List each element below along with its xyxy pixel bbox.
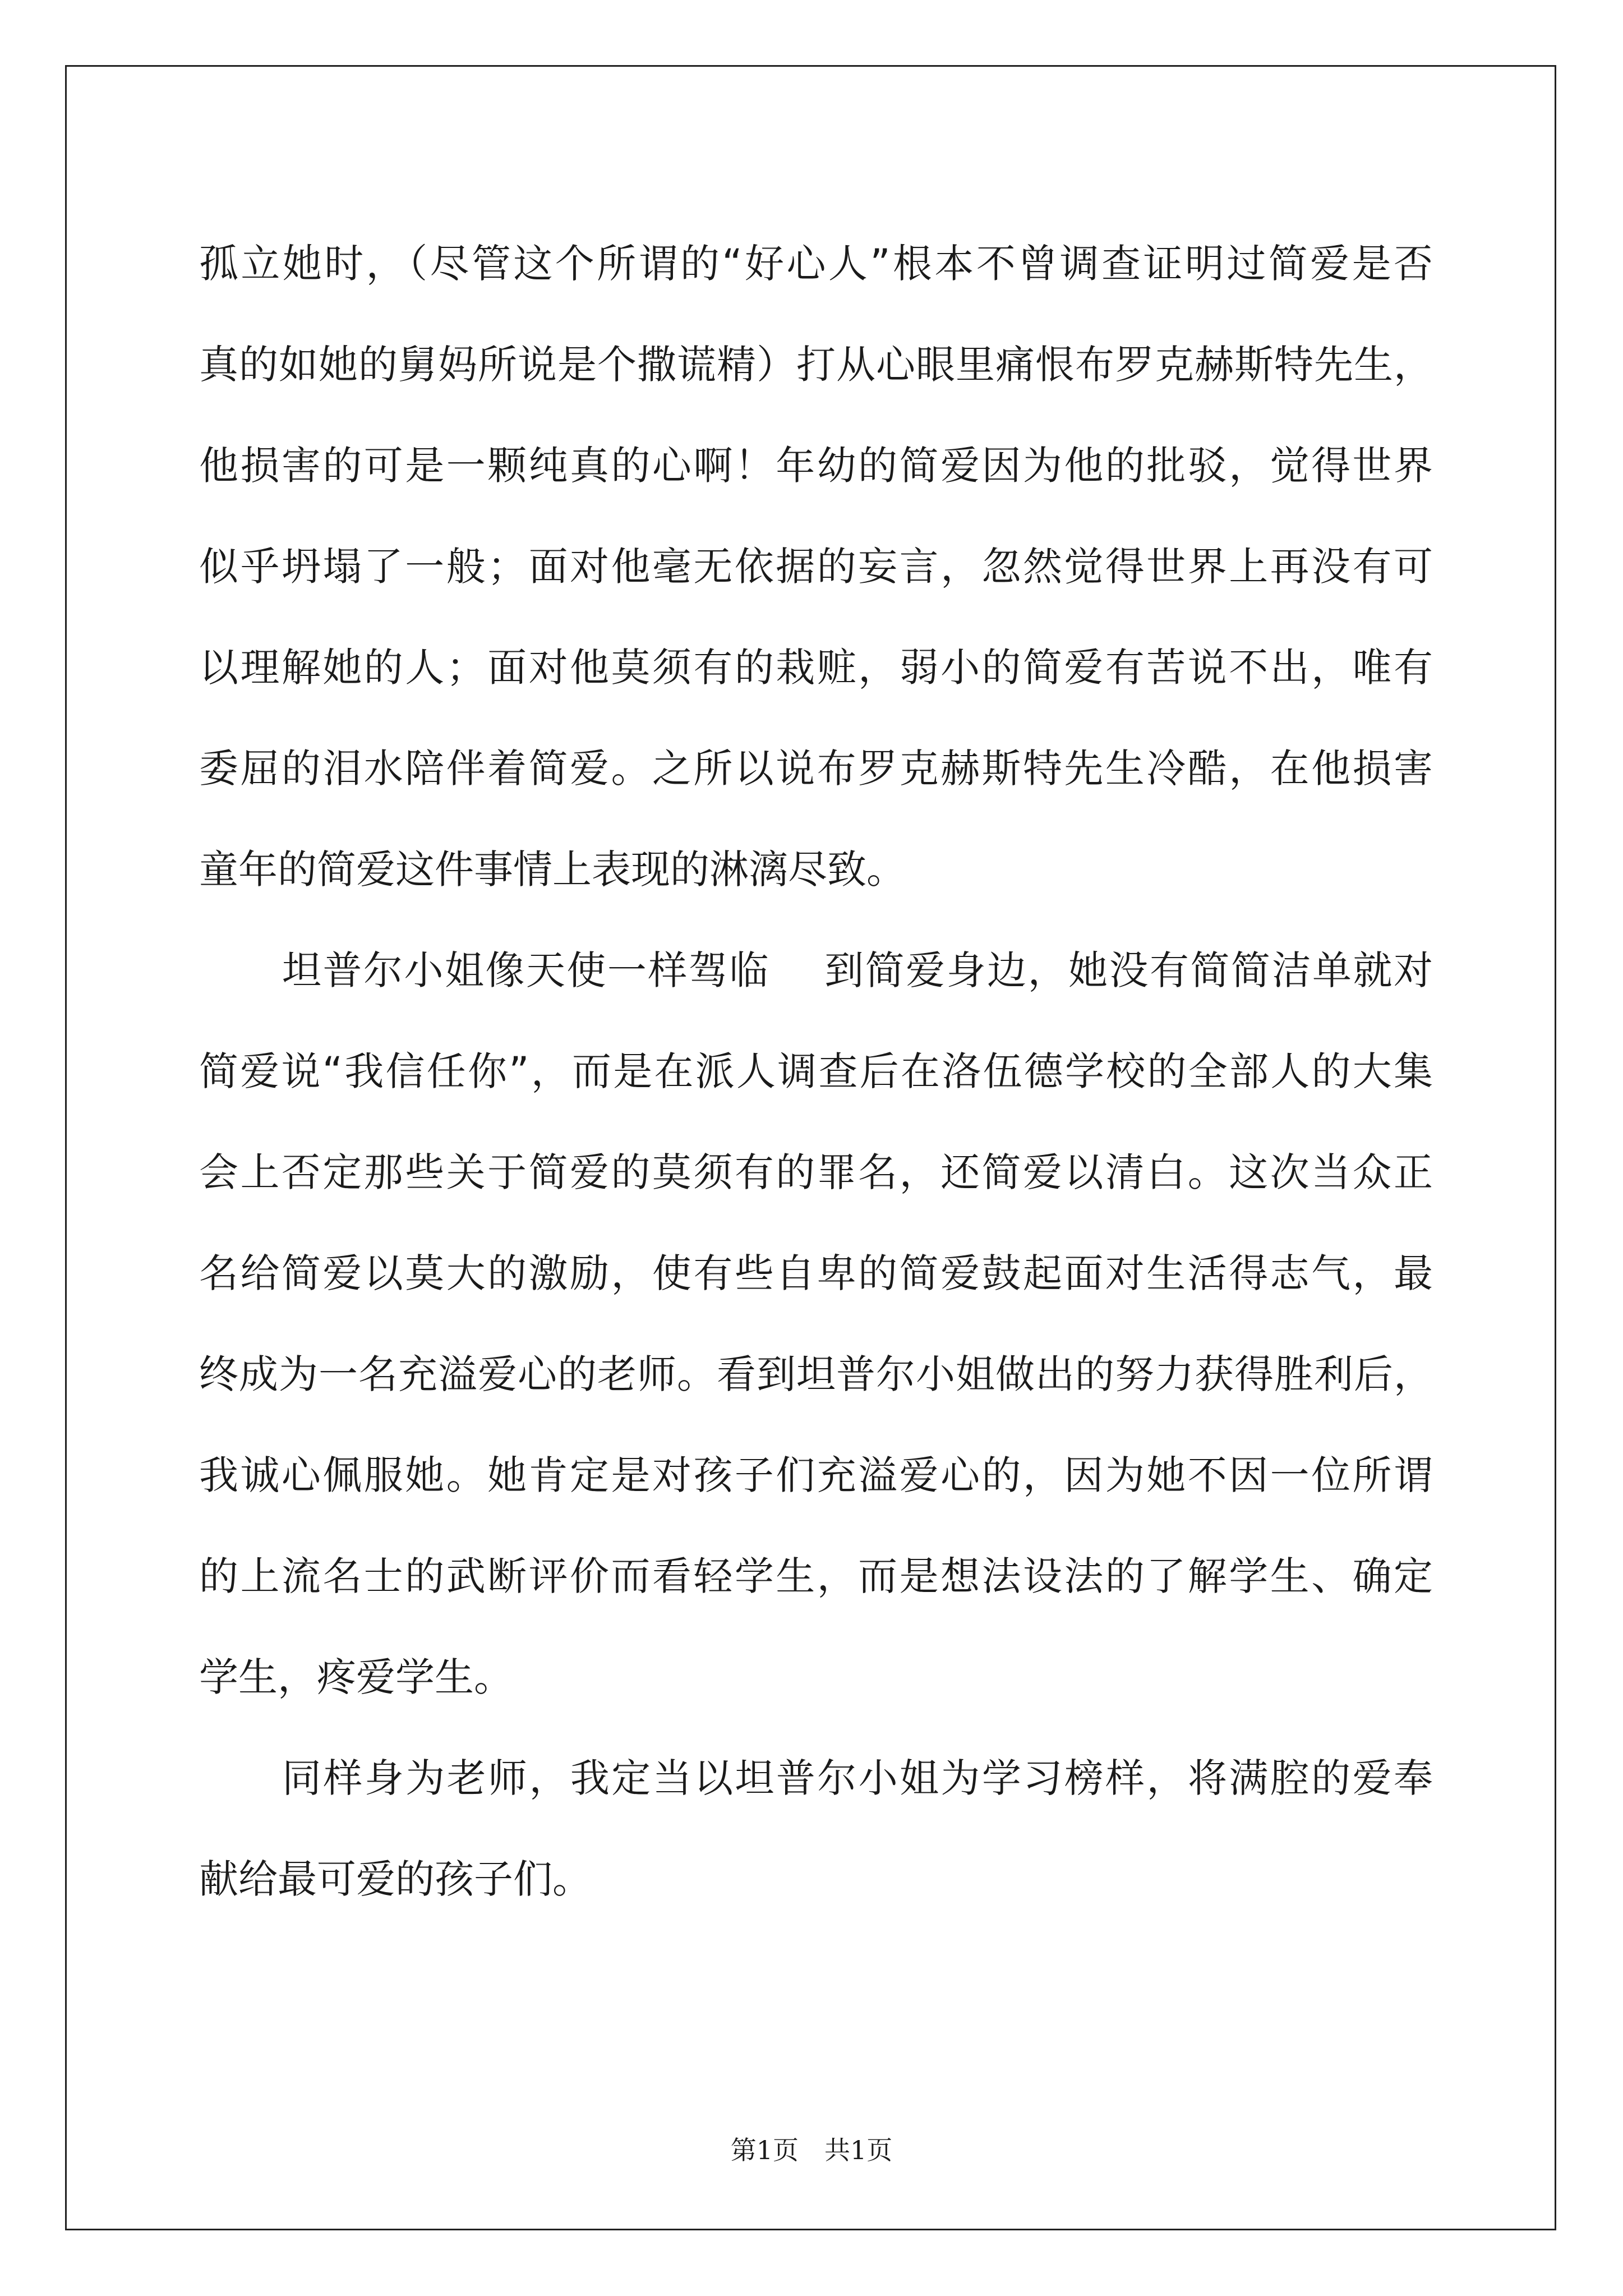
paragraph-2: [199, 920, 1433, 1728]
text-line: 坦普尔小姐像天使一样驾临 到简爱身边，她没有简简洁单就对: [282, 947, 1433, 993]
page-number-footer: 第1页 共1页: [730, 2135, 893, 2165]
text-line: 我诚心佩服她。她肯定是对孩子们充溢爱心的，因为她不因一位所谓: [199, 1452, 1433, 1498]
text-line: 委屈的泪水陪伴着简爱。之所以说布罗克赫斯特先生冷酷，在他损害: [199, 746, 1433, 792]
document-body: [199, 213, 1433, 1930]
text-line: 终成为一名充溢爱心的老师。看到坦普尔小姐做出的努力获得胜利后，: [199, 1351, 1433, 1397]
text-line: 同样身为老师，我定当以坦普尔小姐为学习榜样，将满腔的爱奉: [282, 1755, 1433, 1801]
text-line: 的上流名士的武断评价而看轻学生，而是想法设法的了解学生、确定: [199, 1553, 1433, 1599]
text-line: 以理解她的人；面对他莫须有的栽赃，弱小的简爱有苦说不出，唯有: [199, 645, 1433, 691]
text-line: 似乎坍塌了一般；面对他毫无依据的妄言，忽然觉得世界上再没有可: [199, 544, 1433, 590]
paragraph-1: [199, 213, 1433, 920]
text-line: 会上否定那些关于简爱的莫须有的罪名，还简爱以清白。这次当众正: [199, 1149, 1433, 1195]
text-line: 他损害的可是一颗纯真的心啊！年幼的简爱因为他的批驳，觉得世界: [199, 443, 1433, 489]
paragraph-3: [199, 1728, 1433, 1930]
text-line: 真的如她的舅妈所说是个撒谎精）打从心眼里痛恨布罗克赫斯特先生，: [199, 342, 1433, 388]
text-line: 童年的简爱这件事情上表现的淋漓尽致。: [199, 846, 906, 892]
text-line: 简爱说“我信任你”，而是在派人调查后在洛伍德学校的全部人的大集: [199, 1048, 1433, 1094]
text-line: 孤立她时，（尽管这个所谓的“好心人”根本不曾调查证明过简爱是否: [199, 241, 1433, 287]
text-line: 名给简爱以莫大的激励，使有些自卑的简爱鼓起面对生活得志气，最: [199, 1250, 1433, 1296]
text-line: 学生，疼爱学生。: [199, 1654, 513, 1700]
text-line: 献给最可爱的孩子们。: [199, 1856, 592, 1902]
